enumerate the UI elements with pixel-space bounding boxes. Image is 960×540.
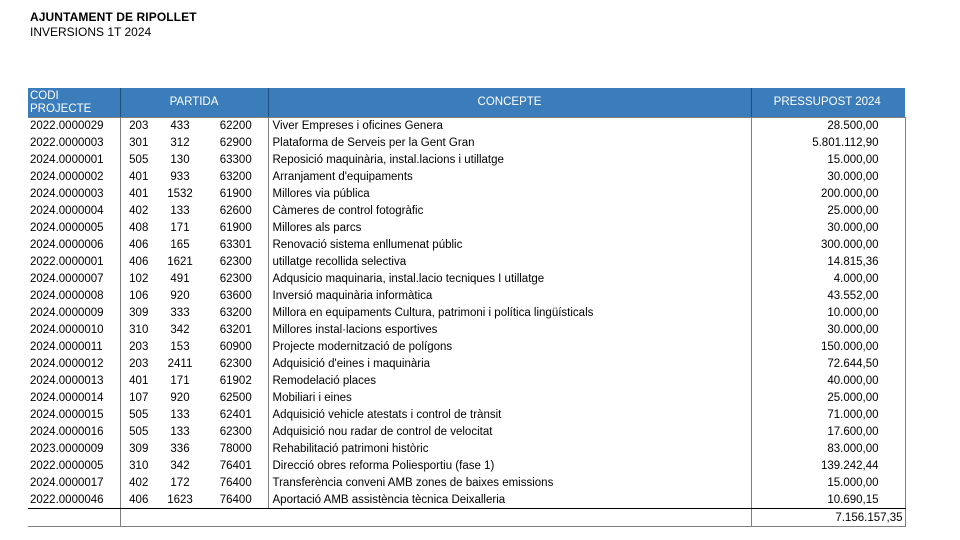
- cell-codi-projecte: 2024.0000011: [28, 339, 120, 356]
- cell-codi-projecte: 2022.0000001: [28, 254, 120, 271]
- table-row: [28, 169, 905, 186]
- table-footer: [28, 509, 905, 527]
- cell-concepte: Direcció obres reforma Poliesportiu (fase 1): [268, 458, 751, 475]
- cell-pressupost: 200.000,00: [751, 186, 905, 203]
- table-row: [28, 237, 905, 254]
- table-row: [28, 288, 905, 305]
- cell-partida-programa: 333: [170, 307, 190, 319]
- cell-partida-organic: 107: [129, 392, 149, 404]
- column-header-partida: PARTIDA: [120, 88, 268, 118]
- cell-partida-organic: 406: [129, 256, 149, 268]
- column-header-codi-projecte: CODI PROJECTE: [28, 88, 120, 118]
- cell-partida-organic: 102: [129, 273, 149, 285]
- report-title: AJUNTAMENT DE RIPOLLET: [30, 10, 197, 24]
- total-label-cell: [120, 509, 751, 527]
- table-row: [28, 271, 905, 288]
- cell-partida-economic: 63201: [219, 324, 252, 336]
- total-row: [28, 509, 905, 527]
- cell-codi-projecte: 2024.0000005: [28, 220, 120, 237]
- cell-partida-organic: 301: [129, 137, 149, 149]
- cell-codi-projecte: 2024.0000016: [28, 424, 120, 441]
- cell-concepte: Millores instal·lacions esportives: [268, 322, 751, 339]
- cell-pressupost: 139.242,44: [751, 458, 905, 475]
- cell-partida-economic: 62200: [219, 120, 252, 133]
- cell-codi-projecte: 2024.0000014: [28, 390, 120, 407]
- cell-codi-projecte: 2022.0000003: [28, 135, 120, 152]
- cell-partida-organic: 505: [129, 426, 149, 438]
- table-row: [28, 492, 905, 509]
- cell-partida-programa: 342: [170, 324, 190, 336]
- cell-pressupost: 150.000,00: [751, 339, 905, 356]
- cell-concepte: Adquisició nou radar de control de velocitat: [268, 424, 751, 441]
- total-amount: 7.156.157,35: [751, 509, 905, 527]
- cell-partida-organic: 408: [129, 222, 149, 234]
- cell-partida-programa: 433: [170, 120, 190, 133]
- cell-partida-organic: 401: [129, 375, 149, 387]
- investments-table: [28, 88, 906, 527]
- cell-pressupost: 71.000,00: [751, 407, 905, 424]
- cell-codi-projecte: 2024.0000006: [28, 237, 120, 254]
- cell-pressupost: 4.000,00: [751, 271, 905, 288]
- cell-partida-economic: 62300: [219, 358, 252, 370]
- table-row: [28, 135, 905, 152]
- table-row: [28, 322, 905, 339]
- cell-partida-organic: 203: [129, 358, 149, 370]
- cell-codi-projecte: 2022.0000005: [28, 458, 120, 475]
- cell-partida-programa: 933: [170, 171, 190, 183]
- cell-partida-economic: 62900: [219, 137, 252, 149]
- table-row: [28, 203, 905, 220]
- cell-partida-economic: 63300: [219, 154, 252, 166]
- cell-partida-programa: 133: [170, 409, 190, 421]
- cell-codi-projecte: 2024.0000008: [28, 288, 120, 305]
- table-row: [28, 118, 905, 135]
- cell-partida-programa: 491: [170, 273, 190, 285]
- cell-partida-programa: 2411: [167, 358, 193, 370]
- cell-partida-economic: 62300: [219, 426, 252, 438]
- cell-concepte: Projecte modernització de polígons: [268, 339, 751, 356]
- cell-concepte: Aportació AMB assistència tècnica Deixalleria: [268, 492, 751, 509]
- cell-partida-economic: 63600: [219, 290, 252, 302]
- table-row: [28, 220, 905, 237]
- cell-codi-projecte: 2024.0000012: [28, 356, 120, 373]
- table-row: [28, 339, 905, 356]
- cell-partida-organic: 402: [129, 205, 149, 217]
- cell-partida-programa: 133: [170, 426, 190, 438]
- cell-pressupost: 30.000,00: [751, 169, 905, 186]
- cell-codi-projecte: 2022.0000029: [28, 118, 120, 135]
- cell-pressupost: 72.644,50: [751, 356, 905, 373]
- cell-pressupost: 28.500,00: [751, 118, 905, 135]
- cell-partida-economic: 61902: [219, 375, 252, 387]
- table-row: [28, 356, 905, 373]
- cell-partida-programa: 130: [170, 154, 190, 166]
- cell-concepte: Mobiliari i eines: [268, 390, 751, 407]
- cell-concepte: Millores via pública: [268, 186, 751, 203]
- table-header: [28, 88, 905, 118]
- cell-codi-projecte: 2023.0000009: [28, 441, 120, 458]
- cell-concepte: Plataforma de Serveis per la Gent Gran: [268, 135, 751, 152]
- cell-concepte: Rehabilitació patrimoni històric: [268, 441, 751, 458]
- cell-partida-economic: 76400: [219, 477, 252, 489]
- cell-concepte: Renovació sistema enllumenat públic: [268, 237, 751, 254]
- table-row: [28, 407, 905, 424]
- cell-partida-organic: 310: [129, 460, 149, 472]
- cell-partida-programa: 920: [170, 392, 190, 404]
- cell-partida-programa: 153: [170, 341, 190, 353]
- cell-partida-organic: 309: [129, 443, 149, 455]
- table-row: [28, 254, 905, 271]
- header-row: [28, 88, 905, 118]
- cell-pressupost: 10.000,00: [751, 305, 905, 322]
- cell-pressupost: 300.000,00: [751, 237, 905, 254]
- column-header-pressupost: PRESSUPOST 2024: [751, 88, 905, 118]
- cell-codi-projecte: 2024.0000017: [28, 475, 120, 492]
- cell-partida-economic: 63301: [219, 239, 252, 251]
- table-row: [28, 441, 905, 458]
- column-header-concepte: CONCEPTE: [268, 88, 751, 118]
- cell-partida-organic: 505: [129, 409, 149, 421]
- cell-partida-economic: 62401: [219, 409, 252, 421]
- cell-codi-projecte: 2024.0000007: [28, 271, 120, 288]
- cell-partida-organic: 401: [129, 171, 149, 183]
- cell-partida-organic: 406: [129, 239, 149, 251]
- cell-codi-projecte: 2024.0000013: [28, 373, 120, 390]
- cell-partida-programa: 342: [170, 460, 190, 472]
- cell-partida-programa: 172: [170, 477, 190, 489]
- cell-partida-organic: 406: [120, 492, 156, 509]
- cell-partida-organic: 505: [129, 154, 149, 166]
- cell-codi-projecte: 2024.0000004: [28, 203, 120, 220]
- cell-pressupost: 83.000,00: [751, 441, 905, 458]
- cell-partida-economic: 61900: [219, 188, 252, 200]
- cell-partida-economic: 76401: [219, 460, 252, 472]
- cell-partida-organic: 203: [129, 341, 149, 353]
- total-codi-cell: [28, 509, 120, 527]
- cell-pressupost: 25.000,00: [751, 203, 905, 220]
- cell-concepte: Arranjament d'equipaments: [268, 169, 751, 186]
- cell-pressupost: 14.815,36: [751, 254, 905, 271]
- cell-concepte: Adquisició d'eines i maquinària: [268, 356, 751, 373]
- cell-partida-economic: 61900: [219, 222, 252, 234]
- cell-concepte: Adqusicio maquinaria, instal.lacio tecniques I utillatge: [268, 271, 751, 288]
- cell-concepte: Millora en equipaments Cultura, patrimoni i política lingüísticals: [268, 305, 751, 322]
- report-heading: [30, 10, 197, 40]
- table-body: [28, 118, 905, 509]
- cell-pressupost: 40.000,00: [751, 373, 905, 390]
- cell-partida-economic: 76400: [204, 492, 268, 509]
- cell-concepte: utillatge recollida selectiva: [268, 254, 751, 271]
- cell-pressupost: 30.000,00: [751, 322, 905, 339]
- report-subtitle: INVERSIONS 1T 2024: [30, 25, 152, 39]
- cell-partida-economic: 60900: [219, 341, 252, 353]
- cell-concepte: Adquisició vehicle atestats i control de trànsit: [268, 407, 751, 424]
- cell-concepte: Viver Empreses i oficines Genera: [268, 118, 751, 135]
- cell-partida-economic: 78000: [219, 443, 252, 455]
- cell-concepte: Reposició maquinària, instal.lacions i utillatge: [268, 152, 751, 169]
- cell-pressupost: 15.000,00: [751, 152, 905, 169]
- cell-pressupost: 30.000,00: [751, 220, 905, 237]
- cell-partida-organic: 203: [129, 120, 149, 133]
- cell-pressupost: 15.000,00: [751, 475, 905, 492]
- cell-pressupost: 25.000,00: [751, 390, 905, 407]
- cell-codi-projecte: 2024.0000009: [28, 305, 120, 322]
- cell-partida-programa: 336: [170, 443, 190, 455]
- table-row: [28, 305, 905, 322]
- cell-concepte: Transferència conveni AMB zones de baixes emissions: [268, 475, 751, 492]
- table-row: [28, 186, 905, 203]
- cell-codi-projecte: 2024.0000002: [28, 169, 120, 186]
- table-row: [28, 475, 905, 492]
- cell-partida-economic: 62600: [219, 205, 252, 217]
- cell-partida-economic: 63200: [219, 171, 252, 183]
- cell-codi-projecte: 2024.0000003: [28, 186, 120, 203]
- cell-partida-economic: 63200: [219, 307, 252, 319]
- cell-partida-organic: 401: [129, 188, 149, 200]
- cell-partida-programa: 312: [170, 137, 190, 149]
- cell-partida-economic: 62500: [219, 392, 252, 404]
- cell-partida-economic: 62300: [219, 256, 252, 268]
- cell-partida-programa: 171: [170, 222, 190, 234]
- cell-partida-programa: 165: [170, 239, 190, 251]
- cell-codi-projecte: 2022.0000046: [28, 492, 120, 509]
- cell-pressupost: 10.690,15: [751, 492, 905, 509]
- table-row: [28, 152, 905, 169]
- table-row: [28, 424, 905, 441]
- cell-concepte: Inversió maquinària informàtica: [268, 288, 751, 305]
- table-row: [28, 373, 905, 390]
- cell-partida-programa: 171: [170, 375, 190, 387]
- cell-concepte: Càmeres de control fotogràfic: [268, 203, 751, 220]
- cell-partida-organic: 309: [129, 307, 149, 319]
- cell-codi-projecte: 2024.0000010: [28, 322, 120, 339]
- cell-partida-organic: 106: [129, 290, 149, 302]
- cell-concepte: Remodelació places: [268, 373, 751, 390]
- cell-partida-organic: 402: [129, 477, 149, 489]
- cell-partida-programa: 1621: [167, 256, 193, 268]
- cell-pressupost: 17.600,00: [751, 424, 905, 441]
- cell-partida-programa: 133: [170, 205, 190, 217]
- cell-pressupost: 5.801.112,90: [751, 135, 905, 152]
- cell-pressupost: 43.552,00: [751, 288, 905, 305]
- cell-codi-projecte: 2024.0000001: [28, 152, 120, 169]
- cell-partida-programa: 1532: [167, 188, 193, 200]
- cell-partida-economic: 62300: [219, 273, 252, 285]
- cell-partida-programa: 920: [170, 290, 190, 302]
- table-row: [28, 458, 905, 475]
- cell-codi-projecte: 2024.0000015: [28, 407, 120, 424]
- table-row: [28, 390, 905, 407]
- cell-concepte: Millores als parcs: [268, 220, 751, 237]
- cell-partida-programa: 1623: [156, 492, 204, 509]
- cell-partida-organic: 310: [129, 324, 149, 336]
